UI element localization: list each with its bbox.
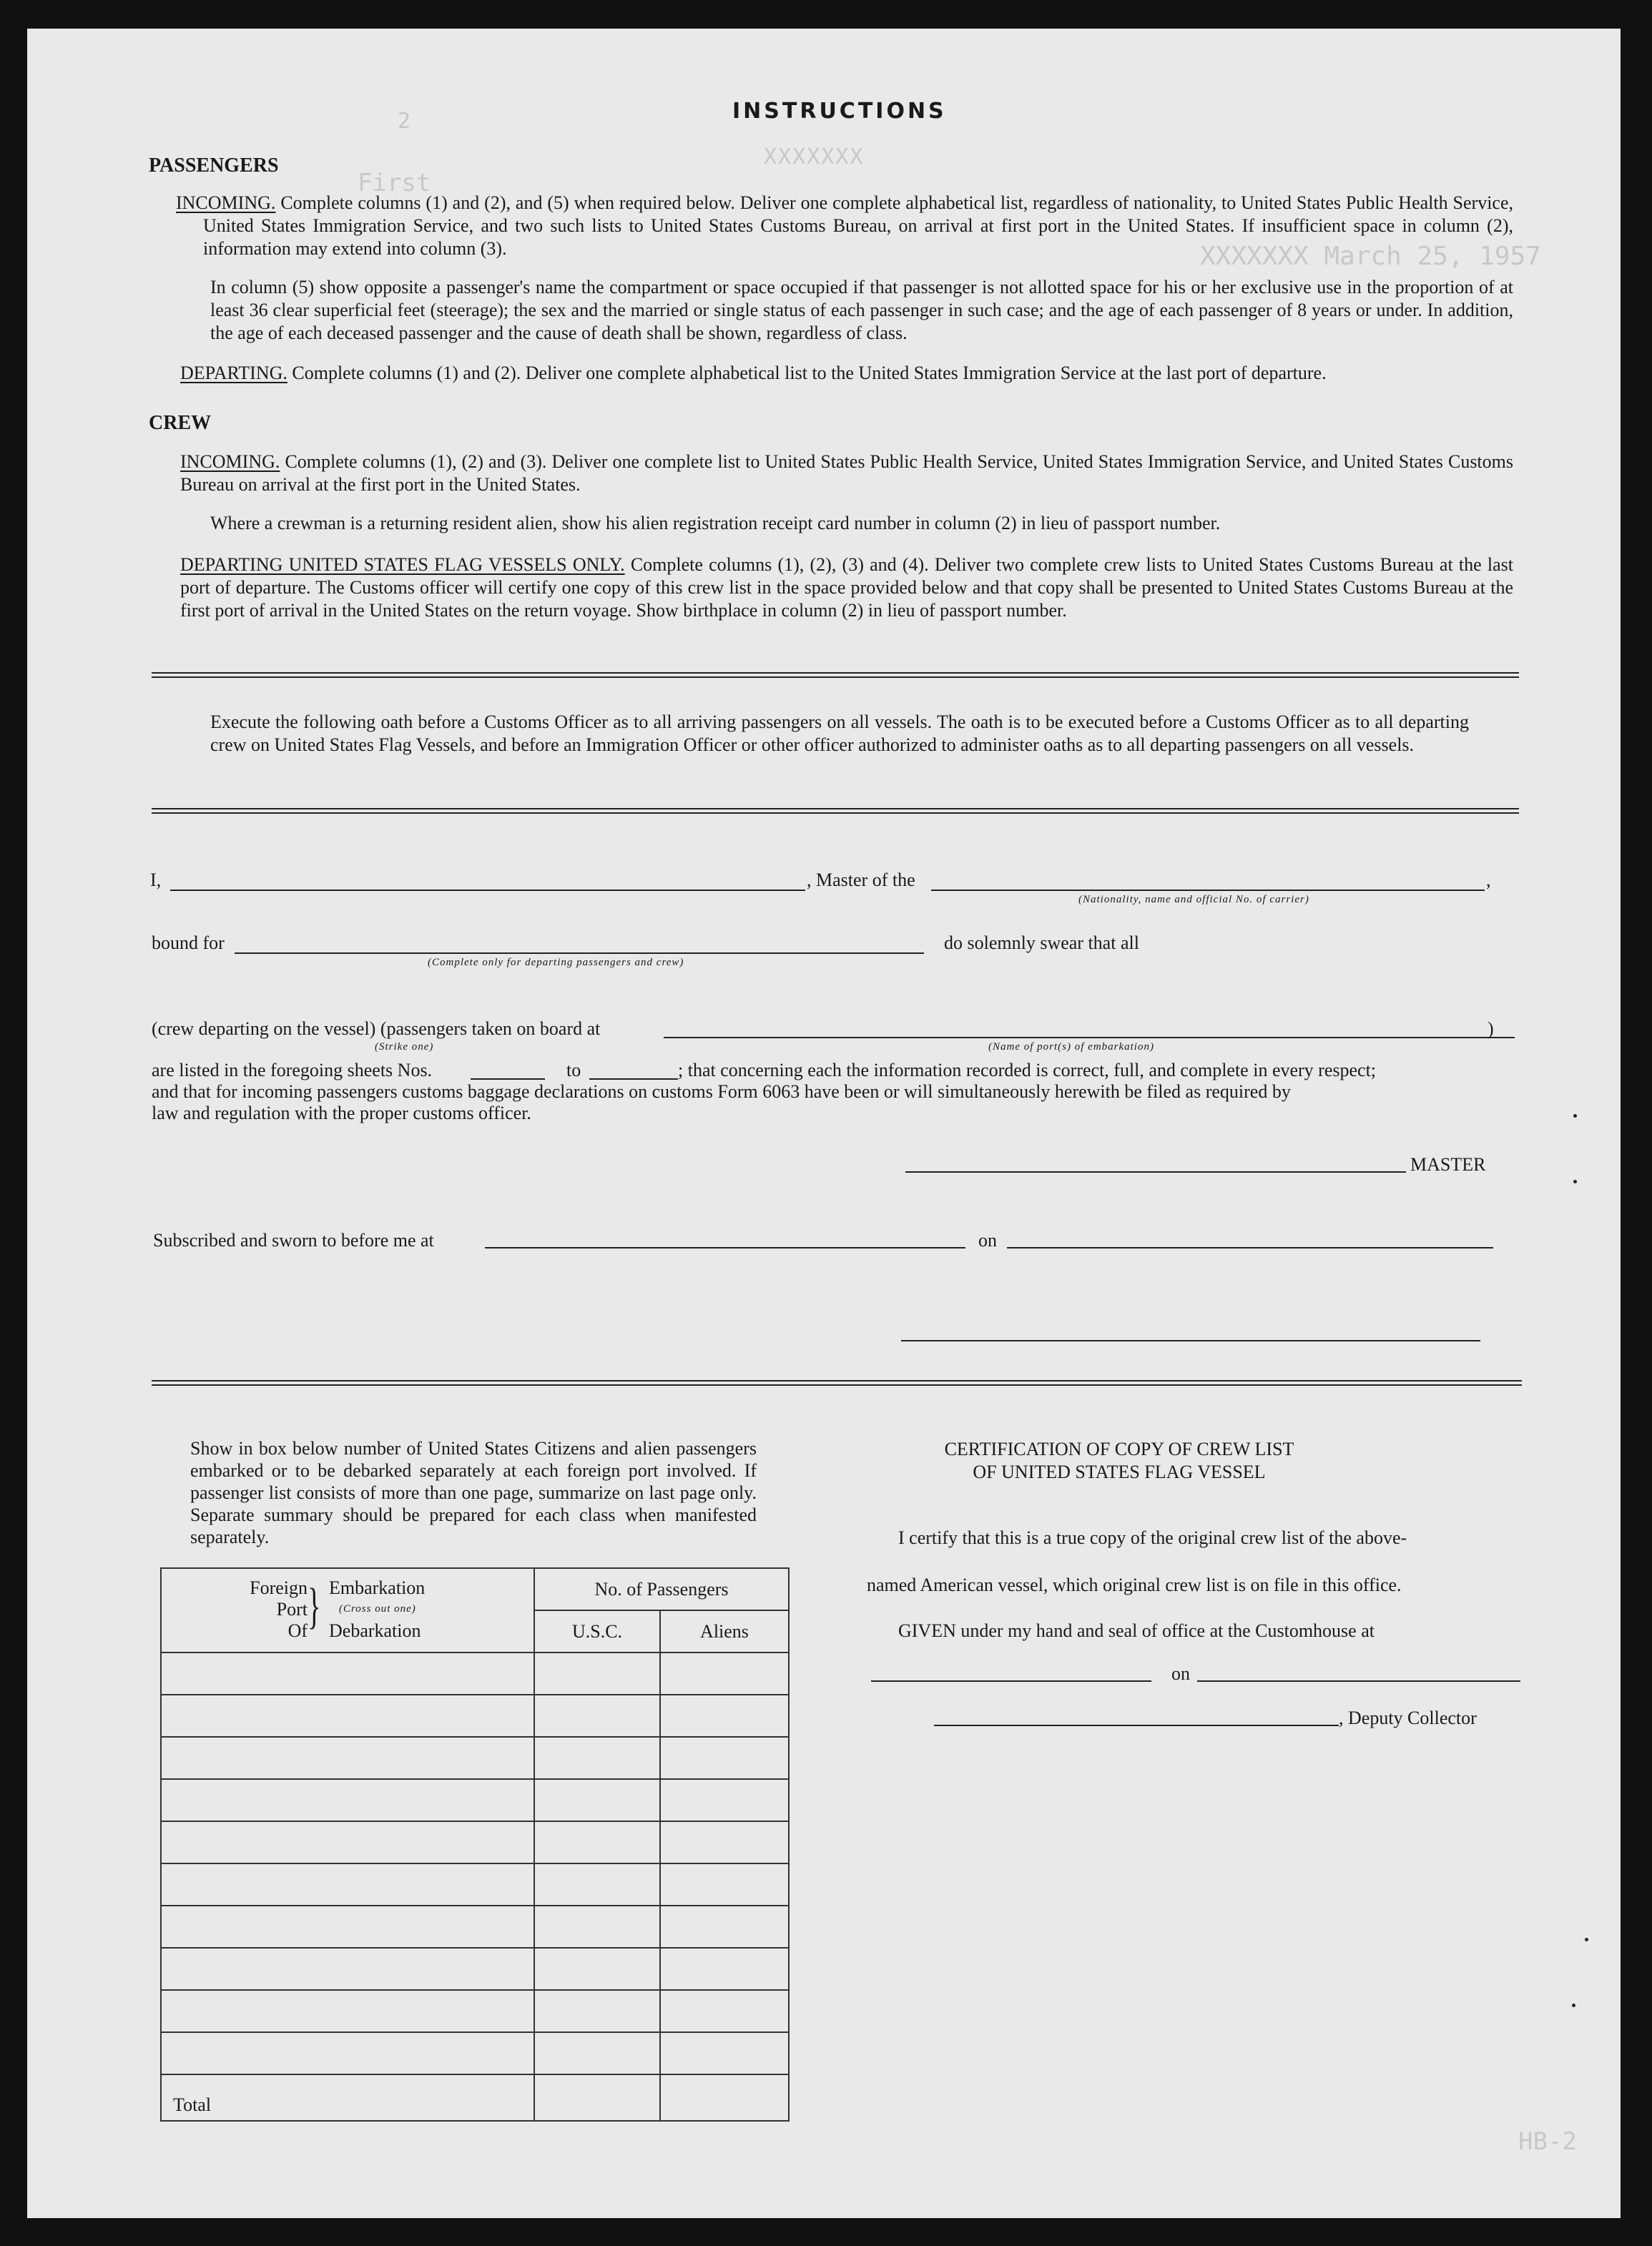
- usc-cell[interactable]: [534, 1653, 660, 1695]
- sworn-on-label: on: [978, 1230, 997, 1251]
- usc-total-cell[interactable]: [534, 2074, 660, 2121]
- crew-departing-text: Complete columns (1), (2), (3) and (4). Deliver two complete crew lists to United States Customs Bureau at the last port of departure. The Customs officer will certify one copy of this crew list in the space provided below and that copy shall be presented to United States Customs Bureau at the first port of arrival in the United States on the return voyage. Show birthplace in column (2) in lieu of passport number.: [180, 554, 1514, 621]
- bound-for-label: bound for: [152, 932, 225, 953]
- crew-incoming-text: Complete columns (1), (2) and (3). Deliver one complete list to United States Public Health Service, United States Immigration Service, and United States Customs Bureau on arrival at the first port in the United States.: [180, 451, 1513, 495]
- usc-cell[interactable]: [534, 1779, 660, 1821]
- sheet-to-field[interactable]: [589, 1078, 678, 1080]
- master-label: MASTER: [1410, 1154, 1486, 1175]
- crew-alien-paragraph: Where a crewman is a returning resident alien, show his alien registration receipt card number in column (2) in lieu of passport number.: [210, 513, 1221, 533]
- port-cell[interactable]: [161, 1821, 534, 1863]
- port-cell[interactable]: [161, 1779, 534, 1821]
- passengers-incoming-lead: INCOMING.: [176, 192, 276, 213]
- aliens-header: Aliens: [660, 1610, 789, 1653]
- usc-header: U.S.C.: [534, 1610, 660, 1653]
- oath-i-label: I,: [150, 870, 162, 890]
- foreign-label: Foreign: [250, 1577, 308, 1598]
- scan-speck: [1573, 1180, 1577, 1183]
- aliens-cell[interactable]: [660, 1863, 789, 1906]
- passengers-incoming-text: Complete columns (1) and (2), and (5) when required below. Deliver one complete alphabetical list, regardless of nationality, to United States Public Health Service, United States Immigration Service, and two such lists to United States Customs Bureau, on arrival at first port in the United States. If insufficient space in column (2), information may extend into column (3).: [203, 192, 1514, 259]
- crew-heading: CREW: [149, 412, 212, 434]
- customhouse-field[interactable]: [871, 1680, 1151, 1682]
- crew-departing-lead: DEPARTING UNITED STATES FLAG VESSELS ONLY.: [180, 554, 625, 575]
- usc-cell[interactable]: [534, 1906, 660, 1948]
- strike-one-caption: (Strike one): [375, 1041, 434, 1053]
- ghost-first: First: [358, 169, 431, 197]
- ghost-corner: HB-2: [1518, 2127, 1577, 2156]
- passengers-column5-paragraph: In column (5) show opposite a passenger's name the compartment or space occupied if that passenger is not allotted space for his or her exclusive use in the proportion of at least 36 clear superficial feet (steerage); the sex and the married or single status of each passenger in such case; and the age of each passenger of 8 years or under. In addition, the age of each deceased passenger and the cause of death shall be shown, regardless of class.: [210, 277, 1513, 343]
- carrier-field[interactable]: [931, 890, 1485, 891]
- scan-speck: [1572, 2004, 1575, 2007]
- aliens-cell[interactable]: [660, 1906, 789, 1948]
- port-cell[interactable]: [161, 1948, 534, 1990]
- table-row: [161, 1863, 789, 1906]
- total-label: Total: [161, 2074, 534, 2121]
- usc-cell[interactable]: [534, 1737, 660, 1779]
- port-caption: (Name of port(s) of embarkation): [988, 1041, 1154, 1053]
- oath-instruction: Execute the following oath before a Customs Officer as to all arriving passengers on all vessels. The oath is to be executed before a Customs Officer as to all departing crew on United States Flag Vessels, and before an Immigration Officer or other officer authorized to administer oaths as to all departing passengers on all vessels.: [210, 711, 1469, 755]
- total-row: [161, 2074, 789, 2121]
- listed-suffix: ; that concerning each the information recorded is correct, full, and complete in every respect;: [678, 1060, 1377, 1080]
- table-row: [161, 1948, 789, 1990]
- section-divider: [152, 1380, 1522, 1386]
- certification-line2: named American vessel, which original crew list is on file in this office.: [867, 1575, 1402, 1595]
- passengers-departing-text: Complete columns (1) and (2). Deliver one complete alphabetical list to the United States Immigration Service at the last port of departure.: [292, 363, 1327, 383]
- port-label: Port: [276, 1599, 308, 1620]
- of-label: Of: [287, 1620, 308, 1641]
- swear-label: do solemnly swear that all: [944, 932, 1139, 953]
- passenger-summary-table: [160, 1567, 790, 2122]
- crew-incoming-lead: INCOMING.: [180, 451, 280, 472]
- summary-instruction: Show in box below number of United States Citizens and alien passengers embarked or to be debarked separately at each foreign port involved. If passenger list consists of more than one page, summarize on last page only. Separate summary should be prepared for each class when manifested separately.: [190, 1438, 757, 1547]
- table-row: [161, 1821, 789, 1863]
- certification-title-2: OF UNITED STATES FLAG VESSEL: [973, 1462, 1266, 1482]
- passengers-heading: PASSENGERS: [149, 154, 279, 177]
- table-row: [161, 1737, 789, 1779]
- certification-date-field[interactable]: [1197, 1680, 1520, 1682]
- usc-cell[interactable]: [534, 1863, 660, 1906]
- scan-speck: [1573, 1114, 1577, 1118]
- listed-prefix: are listed in the foregoing sheets Nos.: [152, 1060, 433, 1080]
- aliens-cell[interactable]: [660, 1990, 789, 2032]
- scan-speck: [1585, 1938, 1588, 1941]
- form-page: 2 XXXXXXX First XXXXXXX March 25, 1957 HB-2 INSTRUCTIONS PASSENGERS INCOMING. Complete columns (1) and (2), and (5) when required below. Deliver one complete alphabetical list, regardless of nationality, to United States Public Health Service, United States Immigration Service, and two such lists to United States Customs Bureau, on arrival at first port in the United States. If insufficient space in column (2), information may extend into column (3). In column (5) show opposite a passenger's name the compartment or space occupied if that passenger is not allotted space for his or her exclusive use in the proportion of at least 36 clear superficial feet (steerage); the sex and the married or single status of each passenger in such case; and the age of each passenger of 8 years or under. In addition, the age of each deceased passenger and the cause of death shall be shown, regardless of class. DEPARTING. Complete columns (1) and (2). Deliver one complete alphabetical list to the United States Immigration Service at the last port of departure. CREW INCOMING. Complete columns (1), (2) and (3). Deliver one complete list to United States Public Health Service, United States Immigration Service, and United States Customs Bureau on arrival at the first port in the United States. Where a crewman is a returning resident alien, show his alien registration receipt card number in column (2) in lieu of passport number. DEPARTING UNITED STATES FLAG VESSELS ONLY. Complete columns (1), (2), (3) and (4). Deliver two complete crew lists to United States Customs Bureau at the last port of departure. The Customs officer will certify one copy of this crew list in the space provided below and that copy shall be presented to United States Customs Bureau at the first port of arrival in the United States on the return voyage. Show birthplace in column (2) in lieu of passport number. Execute the following oath before a Customs Officer as to all arriving passengers on all vessels. The oath is to be executed before a Customs Officer as to all departing crew on United States Flag Vessels, and before an Immigration Officer or other officer authorized to administer oaths as to all departing passengers on all vessels. I, , Master of the , (Nationality, name and official No. of carrier) bound for (Complete only for departing passengers and crew) do solemnly swear that all (crew departing on the vessel) (passengers taken on board at ) (Strike one) (Name of port(s) of embarkation) are listed in the foregoing sheets Nos. to ; that concerning each the information recorded is correct, full, and complete in every respect; and that for incoming passengers customs baggage declarations on customs Form 6063 have been or will simultaneously herewith be filed as required by law and regulation with the proper customs officer. MASTER Subscribed and sworn to before me at on Show in box below number of United States Citizens and alien passengers embarked or to be debarked separately at each foreign port involved. If passenger list consists of more than one page, summarize on last page only. Separate summary should be prepared for each class when manifested separately. Foreign Port Of } Embarkation (Cross out one) Debarkation No. of Passengers U.S.C. Aliens Total CERTIFICATION OF COPY OF CREW LIST OF UNITED STATES FLAG VESSEL I certify that this is a true copy of the original crew list of the above- named American vessel, which original crew list is on file in this office. GIVEN under my hand and seal of office at the Customhouse at on , Deputy Collector: [27, 29, 1621, 2218]
- aliens-cell[interactable]: [660, 1653, 789, 1695]
- table-row: [161, 1653, 789, 1695]
- no-passengers-header: No. of Passengers: [534, 1568, 789, 1610]
- certification-line3: GIVEN under my hand and seal of office at the Customhouse at: [898, 1620, 1375, 1641]
- port-cell[interactable]: [161, 1737, 534, 1779]
- embarkation-port-field[interactable]: [664, 1037, 1515, 1038]
- usc-cell[interactable]: [534, 1948, 660, 1990]
- sheet-from-field[interactable]: [471, 1078, 545, 1080]
- section-divider: [152, 672, 1519, 678]
- crew-incoming-paragraph: [180, 450, 1513, 496]
- table-row: [161, 1695, 789, 1737]
- usc-cell[interactable]: [534, 2032, 660, 2074]
- deputy-signature-field[interactable]: [934, 1725, 1339, 1726]
- ghost-page-number: 2: [398, 109, 411, 134]
- bound-caption: (Complete only for departing passengers and crew): [428, 957, 684, 968]
- usc-cell[interactable]: [534, 1990, 660, 2032]
- sworn-place-field[interactable]: [485, 1247, 965, 1248]
- cross-out-caption: (Cross out one): [339, 1603, 416, 1615]
- crew-departing-paragraph: [180, 553, 1513, 622]
- sworn-date-field[interactable]: [1007, 1247, 1493, 1248]
- port-cell[interactable]: [161, 1863, 534, 1906]
- port-cell[interactable]: [161, 1695, 534, 1737]
- oath-line2: and that for incoming passengers customs baggage declarations on customs Form 6063 have been or will simultaneously herewith be filed as required by: [152, 1081, 1291, 1102]
- table-row: [161, 2032, 789, 2074]
- aliens-cell[interactable]: [660, 2032, 789, 2074]
- oath-line3: law and regulation with the proper customs officer.: [152, 1103, 531, 1123]
- port-cell[interactable]: [161, 1990, 534, 2032]
- certification-title-1: CERTIFICATION OF COPY OF CREW LIST: [944, 1439, 1294, 1459]
- master-of-label: , Master of the: [807, 870, 915, 890]
- debarkation-label: Debarkation: [329, 1620, 421, 1641]
- deputy-collector-label: , Deputy Collector: [1339, 1708, 1477, 1728]
- section-divider: [152, 808, 1519, 814]
- port-cell[interactable]: [161, 1906, 534, 1948]
- listed-to: to: [566, 1060, 581, 1080]
- passengers-departing-paragraph: [180, 362, 1513, 385]
- certification-line1: I certify that this is a true copy of the original crew list of the above-: [898, 1527, 1407, 1548]
- certification-on-label: on: [1171, 1663, 1190, 1684]
- table-row: [161, 1906, 789, 1948]
- aliens-cell[interactable]: [660, 1821, 789, 1863]
- port-cell[interactable]: [161, 2032, 534, 2074]
- aliens-cell[interactable]: [660, 1779, 789, 1821]
- port-cell[interactable]: [161, 1653, 534, 1695]
- aliens-cell[interactable]: [660, 1695, 789, 1737]
- ghost-date: XXXXXXX March 25, 1957: [1200, 242, 1541, 271]
- master-name-field[interactable]: [170, 890, 805, 891]
- destination-field[interactable]: [235, 952, 924, 954]
- table-row: [161, 1779, 789, 1821]
- page-title: INSTRUCTIONS: [732, 99, 947, 124]
- aliens-cell[interactable]: [660, 1948, 789, 1990]
- usc-cell[interactable]: [534, 1695, 660, 1737]
- table-row: [161, 1990, 789, 2032]
- passengers-incoming-paragraph: [176, 192, 1513, 260]
- brace-glyph: }: [308, 1579, 321, 1634]
- port-header-cell: [161, 1568, 534, 1653]
- aliens-total-cell[interactable]: [660, 2074, 789, 2121]
- embarkation-label: Embarkation: [329, 1577, 426, 1598]
- master-signature-field[interactable]: [905, 1171, 1406, 1173]
- usc-cell[interactable]: [534, 1821, 660, 1863]
- crew-passengers-label: (crew departing on the vessel) (passengers taken on board at: [152, 1018, 601, 1039]
- passengers-departing-lead: DEPARTING.: [180, 363, 287, 383]
- carrier-caption: (Nationality, name and official No. of carrier): [1078, 894, 1309, 905]
- subscribed-label: Subscribed and sworn to before me at: [153, 1230, 434, 1251]
- aliens-cell[interactable]: [660, 1737, 789, 1779]
- ghost-xs: XXXXXXX: [764, 144, 865, 169]
- officer-signature-field[interactable]: [901, 1340, 1480, 1341]
- close-paren: ): [1488, 1018, 1494, 1039]
